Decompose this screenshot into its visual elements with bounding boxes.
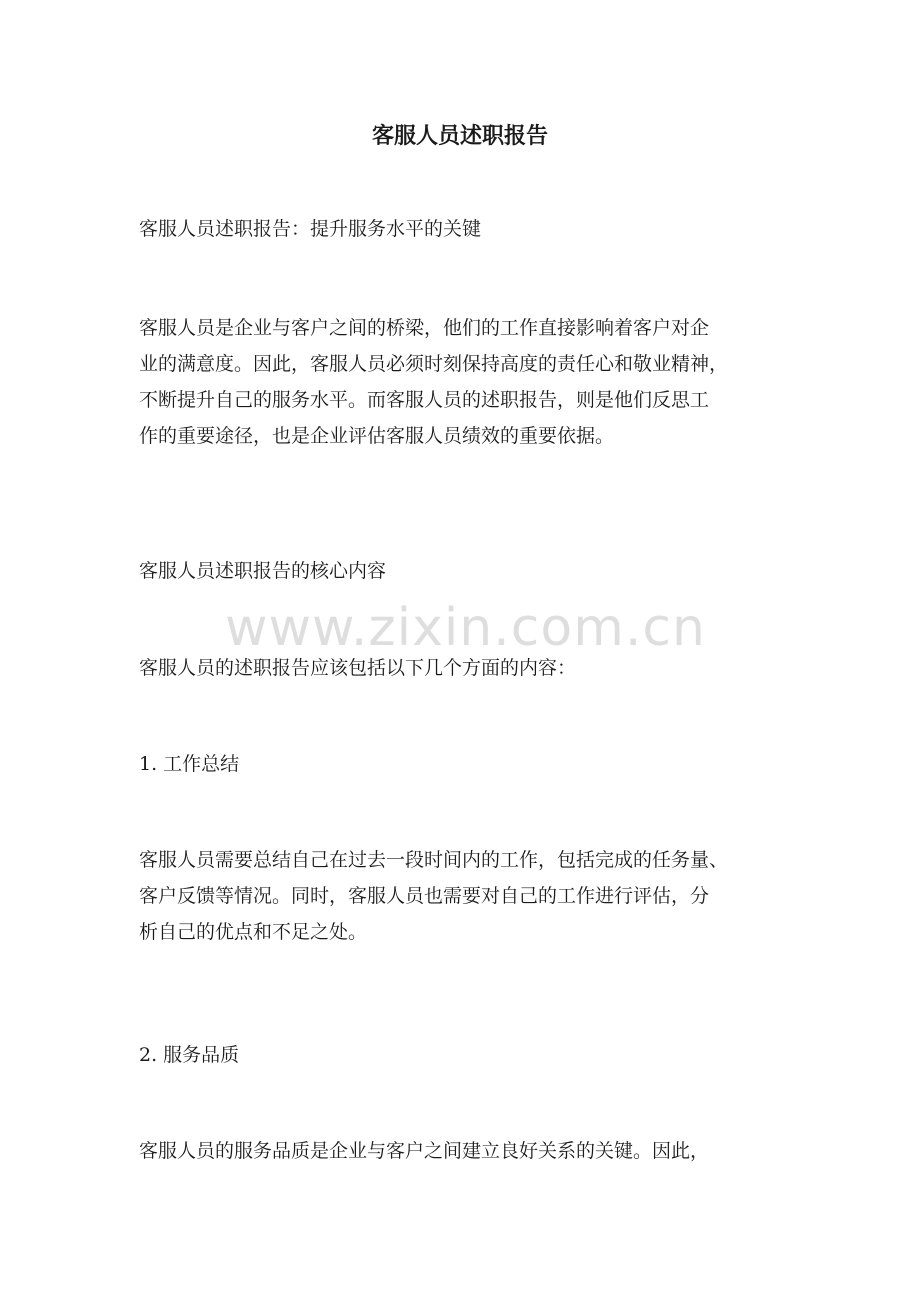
section-intro: 客服人员的述职报告应该包括以下几个方面的内容： — [139, 657, 577, 679]
section-heading: 客服人员述职报告的核心内容 — [139, 560, 387, 582]
item1-line: 析自己的优点和不足之处。 — [139, 921, 368, 943]
intro-line: 客服人员是企业与客户之间的桥梁，他们的工作直接影响着客户对企 — [139, 317, 710, 339]
item1-line: 客户反馈等情况。同时，客服人员也需要对自己的工作进行评估，分 — [139, 885, 710, 907]
intro-line: 不断提升自己的服务水平。而客服人员的述职报告，则是他们反思工 — [139, 389, 710, 411]
item2-line: 客服人员的服务品质是企业与客户之间建立良好关系的关键。因此， — [139, 1140, 710, 1162]
watermark: www.zixin.com.cn — [225, 598, 706, 658]
document-title: 客服人员述职报告 — [371, 123, 548, 149]
intro-line: 作的重要途径，也是企业评估客服人员绩效的重要依据。 — [139, 425, 615, 447]
item2-paragraph — [139, 1133, 789, 1169]
item1-line: 客服人员需要总结自己在过去一段时间内的工作，包括完成的任务量、 — [139, 849, 729, 871]
item1-paragraph — [139, 842, 789, 950]
document-subtitle: 客服人员述职报告：提升服务水平的关键 — [139, 218, 482, 240]
item1-heading: 1. 工作总结 — [139, 753, 240, 775]
intro-line: 业的满意度。因此，客服人员必须时刻保持高度的责任心和敬业精神， — [139, 353, 729, 375]
item2-heading: 2. 服务品质 — [139, 1044, 240, 1066]
intro-paragraph — [139, 310, 789, 454]
